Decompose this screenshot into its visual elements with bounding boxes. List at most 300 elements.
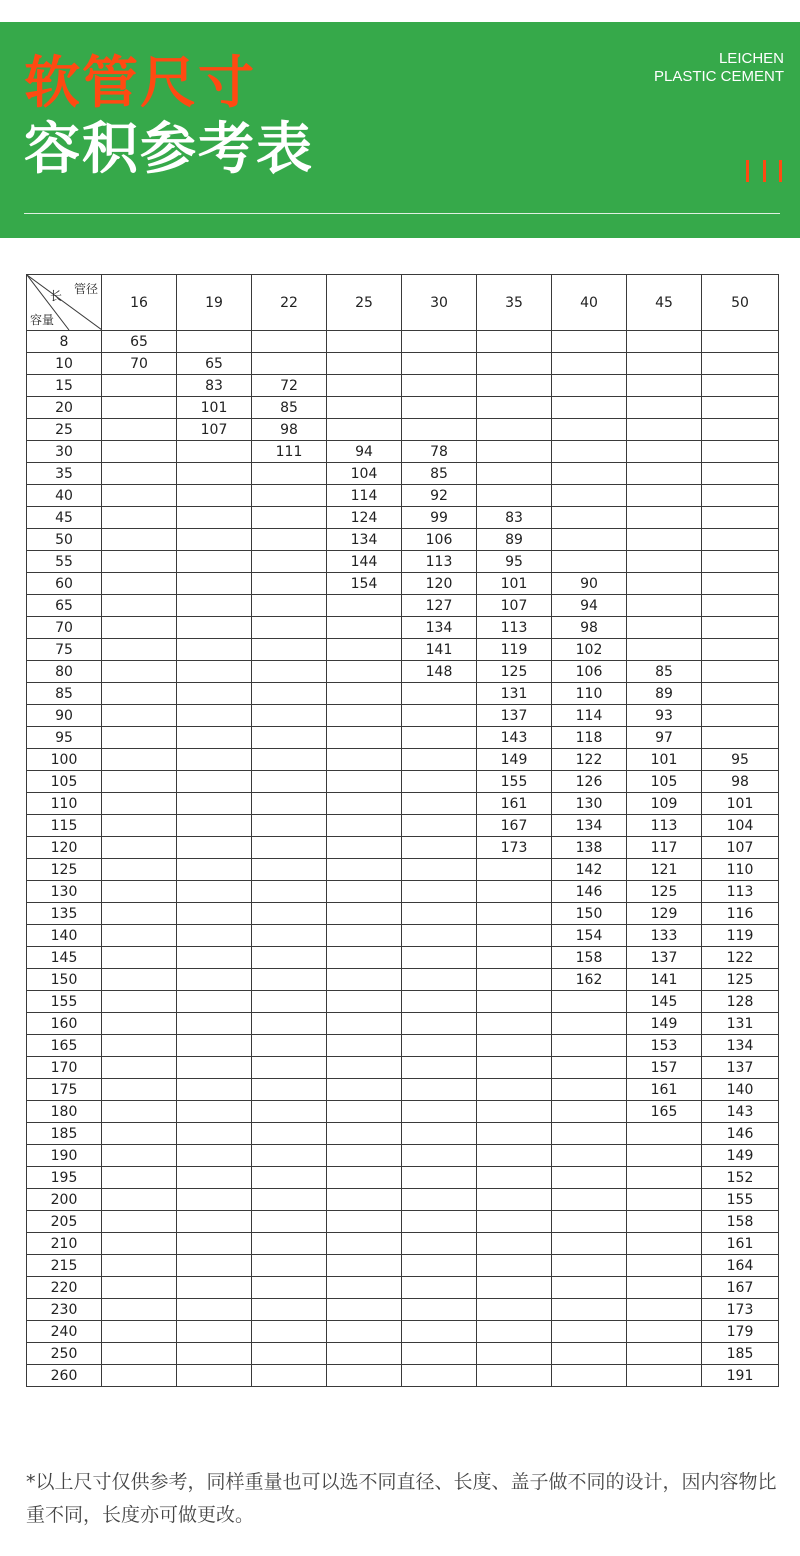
capacity-cell: 185 <box>27 1123 102 1145</box>
length-cell <box>177 1321 252 1343</box>
length-cell <box>627 463 702 485</box>
length-cell <box>477 331 552 353</box>
length-cell: 93 <box>627 705 702 727</box>
length-cell: 110 <box>702 859 779 881</box>
length-cell <box>102 573 177 595</box>
length-cell <box>102 485 177 507</box>
length-cell: 118 <box>552 727 627 749</box>
table-row <box>27 1211 779 1233</box>
length-cell: 111 <box>252 441 327 463</box>
length-cell: 146 <box>702 1123 779 1145</box>
table-row <box>27 969 779 991</box>
length-cell <box>402 331 477 353</box>
length-cell <box>552 991 627 1013</box>
capacity-cell: 175 <box>27 1079 102 1101</box>
length-cell: 155 <box>702 1189 779 1211</box>
length-cell <box>177 1079 252 1101</box>
capacity-cell: 60 <box>27 573 102 595</box>
length-cell <box>627 1189 702 1211</box>
length-cell <box>552 1123 627 1145</box>
length-cell <box>177 815 252 837</box>
length-cell: 113 <box>627 815 702 837</box>
length-cell <box>102 1123 177 1145</box>
capacity-cell: 55 <box>27 551 102 573</box>
length-cell <box>402 1211 477 1233</box>
length-cell <box>177 1233 252 1255</box>
length-cell <box>327 925 402 947</box>
length-cell: 89 <box>627 683 702 705</box>
length-cell: 113 <box>477 617 552 639</box>
length-cell <box>402 969 477 991</box>
length-cell <box>102 1321 177 1343</box>
length-cell <box>702 661 779 683</box>
table-row <box>27 375 779 397</box>
length-cell <box>552 1079 627 1101</box>
length-cell: 107 <box>702 837 779 859</box>
length-cell <box>402 771 477 793</box>
length-cell <box>102 683 177 705</box>
length-cell <box>177 573 252 595</box>
brand-line-2: PLASTIC CEMENT <box>653 68 784 85</box>
length-cell <box>177 903 252 925</box>
table-row <box>27 859 779 881</box>
length-cell <box>252 551 327 573</box>
length-cell: 95 <box>477 551 552 573</box>
table-row <box>27 463 779 485</box>
length-cell <box>627 595 702 617</box>
length-cell: 134 <box>552 815 627 837</box>
length-cell: 125 <box>477 661 552 683</box>
length-cell <box>252 1167 327 1189</box>
length-cell <box>402 1189 477 1211</box>
length-cell <box>477 485 552 507</box>
capacity-cell: 100 <box>27 749 102 771</box>
length-cell: 185 <box>702 1343 779 1365</box>
length-cell <box>177 661 252 683</box>
length-cell <box>627 331 702 353</box>
length-cell <box>477 925 552 947</box>
length-cell: 161 <box>702 1233 779 1255</box>
length-cell <box>102 1013 177 1035</box>
table-row <box>27 1079 779 1101</box>
length-cell: 83 <box>177 375 252 397</box>
capacity-cell: 10 <box>27 353 102 375</box>
length-cell <box>477 1365 552 1387</box>
length-cell <box>102 441 177 463</box>
capacity-cell: 190 <box>27 1145 102 1167</box>
length-cell <box>252 1079 327 1101</box>
length-cell <box>252 1299 327 1321</box>
length-cell <box>252 639 327 661</box>
length-cell <box>552 1189 627 1211</box>
table-row <box>27 793 779 815</box>
length-cell <box>402 749 477 771</box>
length-cell <box>402 1123 477 1145</box>
length-cell <box>327 947 402 969</box>
capacity-cell: 160 <box>27 1013 102 1035</box>
length-cell <box>627 1277 702 1299</box>
length-cell <box>102 1035 177 1057</box>
length-cell: 141 <box>402 639 477 661</box>
length-cell <box>402 1035 477 1057</box>
length-cell <box>252 1101 327 1123</box>
length-cell: 99 <box>402 507 477 529</box>
capacity-cell: 135 <box>27 903 102 925</box>
title-line-1: 软管尺寸 <box>24 51 256 116</box>
length-cell <box>702 485 779 507</box>
length-cell <box>252 837 327 859</box>
capacity-cell: 220 <box>27 1277 102 1299</box>
corner-label-diameter: 管径 <box>73 282 98 296</box>
length-cell <box>402 397 477 419</box>
length-cell <box>552 441 627 463</box>
length-cell <box>327 1321 402 1343</box>
length-cell <box>552 1145 627 1167</box>
length-cell <box>102 837 177 859</box>
capacity-cell: 145 <box>27 947 102 969</box>
length-cell: 105 <box>627 771 702 793</box>
length-cell <box>477 1167 552 1189</box>
capacity-cell: 170 <box>27 1057 102 1079</box>
capacity-cell: 90 <box>27 705 102 727</box>
length-cell: 137 <box>477 705 552 727</box>
table-row <box>27 529 779 551</box>
length-cell: 95 <box>702 749 779 771</box>
length-cell <box>177 771 252 793</box>
capacity-cell: 65 <box>27 595 102 617</box>
table-body <box>27 331 779 1387</box>
table-row <box>27 1057 779 1079</box>
length-cell: 124 <box>327 507 402 529</box>
length-cell <box>627 375 702 397</box>
length-cell <box>102 925 177 947</box>
length-cell <box>402 1013 477 1035</box>
length-cell <box>102 1101 177 1123</box>
length-cell <box>177 947 252 969</box>
length-cell <box>327 639 402 661</box>
length-cell: 134 <box>327 529 402 551</box>
column-header-diameter: 25 <box>327 275 402 331</box>
length-cell <box>102 947 177 969</box>
capacity-cell: 45 <box>27 507 102 529</box>
table-header-row <box>27 275 779 331</box>
capacity-cell: 20 <box>27 397 102 419</box>
length-cell <box>402 881 477 903</box>
capacity-cell: 240 <box>27 1321 102 1343</box>
length-cell: 153 <box>627 1035 702 1057</box>
length-cell <box>627 507 702 529</box>
length-cell <box>252 815 327 837</box>
length-cell <box>102 1343 177 1365</box>
corner-label-capacity: 容量 <box>30 313 55 327</box>
length-cell <box>327 749 402 771</box>
length-cell <box>402 815 477 837</box>
decorative-bar <box>779 160 782 182</box>
length-cell <box>702 375 779 397</box>
length-cell <box>177 485 252 507</box>
length-cell <box>477 859 552 881</box>
length-cell: 85 <box>402 463 477 485</box>
length-cell <box>327 815 402 837</box>
length-cell: 65 <box>177 353 252 375</box>
table-row <box>27 705 779 727</box>
title-line-2: 容积参考表 <box>24 117 314 182</box>
length-cell <box>252 705 327 727</box>
length-cell <box>252 1013 327 1035</box>
length-cell <box>102 1233 177 1255</box>
length-cell <box>177 551 252 573</box>
length-cell <box>177 639 252 661</box>
table-row <box>27 419 779 441</box>
length-cell: 161 <box>477 793 552 815</box>
length-cell <box>177 1013 252 1035</box>
length-cell <box>327 1101 402 1123</box>
length-cell <box>177 837 252 859</box>
length-cell <box>627 1255 702 1277</box>
length-cell: 101 <box>702 793 779 815</box>
capacity-cell: 125 <box>27 859 102 881</box>
footnote: *以上尺寸仅供参考，同样重量也可以选不同直径、长度、盖子做不同的设计，因内容物比重不同，长度亦可做更改。 <box>26 1471 777 1526</box>
length-cell <box>402 925 477 947</box>
table-row <box>27 881 779 903</box>
length-cell <box>102 1255 177 1277</box>
length-cell <box>102 375 177 397</box>
capacity-cell: 110 <box>27 793 102 815</box>
length-cell <box>177 1277 252 1299</box>
length-cell: 122 <box>702 947 779 969</box>
length-cell <box>327 881 402 903</box>
length-cell <box>327 969 402 991</box>
table-row <box>27 771 779 793</box>
table-corner-cell <box>27 275 102 331</box>
length-cell <box>702 573 779 595</box>
length-cell <box>327 1167 402 1189</box>
length-cell <box>627 485 702 507</box>
length-cell <box>552 375 627 397</box>
length-cell <box>252 1057 327 1079</box>
length-cell <box>327 837 402 859</box>
length-cell <box>327 419 402 441</box>
table-row <box>27 331 779 353</box>
length-cell <box>477 1255 552 1277</box>
table-row <box>27 683 779 705</box>
capacity-cell: 85 <box>27 683 102 705</box>
length-cell <box>402 859 477 881</box>
length-cell <box>327 595 402 617</box>
length-cell <box>327 683 402 705</box>
length-cell <box>477 1101 552 1123</box>
length-cell <box>177 1343 252 1365</box>
length-cell <box>477 1145 552 1167</box>
length-cell: 98 <box>252 419 327 441</box>
length-cell <box>402 947 477 969</box>
length-cell <box>477 947 552 969</box>
length-cell <box>252 1277 327 1299</box>
table-row <box>27 551 779 573</box>
length-cell: 109 <box>627 793 702 815</box>
length-cell <box>102 793 177 815</box>
table-row <box>27 441 779 463</box>
length-cell: 148 <box>402 661 477 683</box>
length-cell <box>627 1321 702 1343</box>
length-cell <box>627 1211 702 1233</box>
length-cell <box>252 969 327 991</box>
capacity-cell: 140 <box>27 925 102 947</box>
table-row <box>27 661 779 683</box>
column-header-diameter: 50 <box>702 275 779 331</box>
length-cell <box>327 705 402 727</box>
length-cell <box>102 1211 177 1233</box>
length-cell <box>477 419 552 441</box>
capacity-cell: 165 <box>27 1035 102 1057</box>
column-header-diameter: 30 <box>402 275 477 331</box>
length-cell <box>477 1013 552 1035</box>
length-cell <box>252 947 327 969</box>
length-cell <box>327 1079 402 1101</box>
length-cell: 117 <box>627 837 702 859</box>
capacity-cell: 120 <box>27 837 102 859</box>
table-row <box>27 837 779 859</box>
table-row <box>27 749 779 771</box>
length-cell: 122 <box>552 749 627 771</box>
length-cell <box>552 1057 627 1079</box>
length-cell <box>177 683 252 705</box>
table-row <box>27 1365 779 1387</box>
length-cell <box>627 1299 702 1321</box>
length-cell <box>252 859 327 881</box>
length-cell <box>252 1211 327 1233</box>
length-cell <box>252 1189 327 1211</box>
table-row <box>27 397 779 419</box>
length-cell: 141 <box>627 969 702 991</box>
length-cell <box>477 881 552 903</box>
length-cell <box>102 529 177 551</box>
length-cell <box>477 991 552 1013</box>
length-cell <box>252 903 327 925</box>
length-cell <box>177 793 252 815</box>
length-cell <box>252 595 327 617</box>
corner-label-length: 长 <box>50 289 63 303</box>
length-cell <box>552 1255 627 1277</box>
length-cell <box>402 1343 477 1365</box>
capacity-cell: 15 <box>27 375 102 397</box>
capacity-cell: 130 <box>27 881 102 903</box>
capacity-cell: 215 <box>27 1255 102 1277</box>
length-cell: 137 <box>702 1057 779 1079</box>
header-divider <box>24 213 780 214</box>
length-cell: 125 <box>627 881 702 903</box>
length-cell: 134 <box>402 617 477 639</box>
length-cell <box>327 991 402 1013</box>
length-cell <box>702 397 779 419</box>
length-cell <box>177 441 252 463</box>
length-cell: 101 <box>177 397 252 419</box>
capacity-cell: 260 <box>27 1365 102 1387</box>
capacity-cell: 75 <box>27 639 102 661</box>
length-cell <box>552 1343 627 1365</box>
length-cell <box>327 1299 402 1321</box>
capacity-cell: 180 <box>27 1101 102 1123</box>
length-cell: 131 <box>702 1013 779 1035</box>
capacity-cell: 40 <box>27 485 102 507</box>
brand-name <box>654 50 784 86</box>
table-row <box>27 947 779 969</box>
table-row <box>27 617 779 639</box>
table-row <box>27 639 779 661</box>
length-cell: 94 <box>552 595 627 617</box>
length-cell <box>327 617 402 639</box>
length-cell <box>252 793 327 815</box>
length-cell <box>402 793 477 815</box>
brand-line-1: LEICHEN <box>718 50 784 67</box>
length-cell <box>102 1277 177 1299</box>
length-cell: 149 <box>477 749 552 771</box>
length-cell <box>552 1233 627 1255</box>
length-cell: 154 <box>552 925 627 947</box>
length-cell <box>402 1167 477 1189</box>
length-cell <box>702 639 779 661</box>
table-row <box>27 1189 779 1211</box>
length-cell <box>177 1123 252 1145</box>
length-cell <box>552 1299 627 1321</box>
length-cell <box>102 551 177 573</box>
length-cell <box>477 1057 552 1079</box>
length-cell: 90 <box>552 573 627 595</box>
length-cell <box>327 1145 402 1167</box>
length-cell: 106 <box>552 661 627 683</box>
length-cell <box>102 397 177 419</box>
length-cell <box>552 1277 627 1299</box>
length-cell <box>477 1079 552 1101</box>
length-cell <box>177 969 252 991</box>
length-cell <box>327 1123 402 1145</box>
table-row <box>27 1035 779 1057</box>
length-cell <box>402 837 477 859</box>
length-cell: 78 <box>402 441 477 463</box>
length-cell <box>177 1145 252 1167</box>
length-cell <box>402 705 477 727</box>
length-cell <box>102 639 177 661</box>
length-cell <box>102 419 177 441</box>
length-cell <box>102 881 177 903</box>
length-cell: 125 <box>702 969 779 991</box>
length-cell <box>627 617 702 639</box>
length-cell <box>327 1013 402 1035</box>
length-cell <box>102 1189 177 1211</box>
length-cell <box>477 1123 552 1145</box>
length-cell <box>252 749 327 771</box>
length-cell: 158 <box>702 1211 779 1233</box>
length-cell: 179 <box>702 1321 779 1343</box>
table-row <box>27 903 779 925</box>
length-cell <box>177 1057 252 1079</box>
length-cell <box>402 1321 477 1343</box>
column-header-diameter: 22 <box>252 275 327 331</box>
length-cell <box>252 925 327 947</box>
length-cell <box>327 793 402 815</box>
length-cell <box>402 1233 477 1255</box>
length-cell: 120 <box>402 573 477 595</box>
capacity-cell: 30 <box>27 441 102 463</box>
length-cell: 167 <box>477 815 552 837</box>
length-cell <box>627 397 702 419</box>
length-cell <box>477 1233 552 1255</box>
length-cell <box>102 903 177 925</box>
length-cell <box>327 375 402 397</box>
table-row <box>27 1123 779 1145</box>
length-cell <box>627 1233 702 1255</box>
length-cell <box>102 1365 177 1387</box>
